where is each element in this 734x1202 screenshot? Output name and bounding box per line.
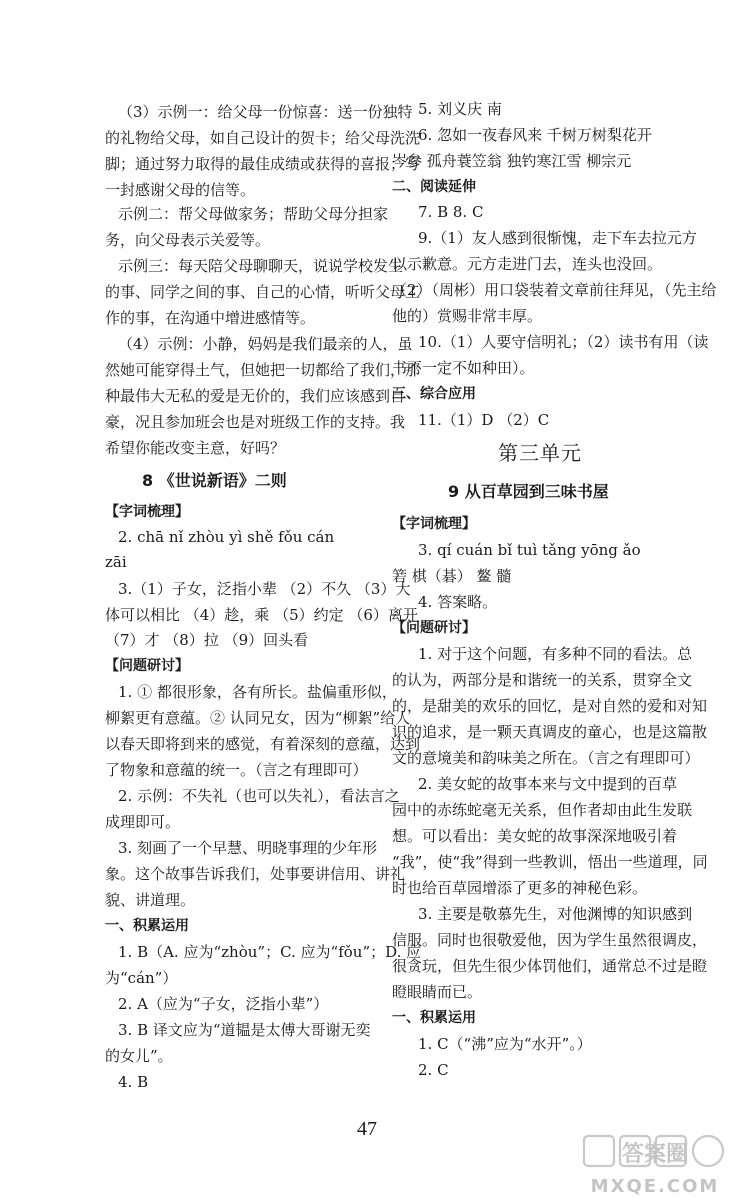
right-line: 的，是甜美的欢乐的回忆，是对自然的爱和对知 [392,697,708,715]
page-number: 47 [357,1118,377,1140]
right-line: 岑参 孤舟蓑笠翁 独钓寒江雪 柳宗元 [392,152,632,170]
left-line: 为“cán”） [105,969,178,987]
right-line: 第三单元 [498,441,582,465]
left-line: 的女儿”。 [105,1047,173,1065]
left-line: 体可以相比 （4）趁，乘 （5）约定 （6）离开 [105,606,418,624]
right-line: 三、综合应用 [392,386,476,402]
left-line: 象。这个故事告诉我们，处事要讲信用、讲礼 [105,865,406,883]
left-line: 3. B 译文应为“道韫是太傅大哥谢无奕 [118,1021,371,1039]
right-line: 11.（1）D （2）C [418,411,550,429]
right-line: “我”，使“我”得到一些教训，悟出一些道理，同 [392,853,708,871]
left-line: 1. B（A. 应为“zhòu”；C. 应为“fǒu”；D. 应 [118,943,422,961]
right-line: 园中的赤练蛇毫无关系，但作者却由此生发联 [392,801,693,819]
watermark-text-bottom: MXQE.COM [590,1176,720,1197]
left-line: 成理即可。 [105,813,181,831]
right-line: 他的）赏赐非常丰厚。 [392,307,543,325]
right-line: 二、阅读延伸 [392,179,476,195]
left-line: 貌、讲道理。 [105,891,196,909]
right-line: 10.（1）人要守信明礼；（2）读书有用（读 [418,333,709,351]
left-line: （3）示例一：给父母一份惊喜：送一份独特 [118,103,413,121]
left-line: 然她可能穿得土气，但她把一切都给了我们，那 [105,361,421,379]
left-line: 【字词梳理】 [105,504,189,520]
watermark-logo-icon [580,1132,730,1198]
right-line: 2. 美女蛇的故事本来与文中提到的百草 [418,775,678,793]
left-line: 2. chā nǐ zhòu yì shě fǒu cán [118,528,335,546]
right-line: 【问题研讨】 [392,620,476,636]
left-line: 的事、同学之间的事、自己的心情，听听父母工 [105,283,421,301]
right-line: 4. 答案略。 [418,593,498,611]
right-line: 以示歉意。元方走进门去，连头也没回。 [392,255,663,273]
left-line: 豪，况且参加班会也是对班级工作的支持。我 [105,413,406,431]
right-line: 箬 棋（碁） 鳌 髓 [392,567,512,585]
left-line: 1. ① 都很形象，各有所长。盐偏重形似， [118,683,397,701]
right-line: 9 从百草园到三味书屋 [448,482,609,501]
right-line: 7. B 8. C [418,203,484,221]
right-line: 9.（1）友人感到很惭愧，走下车去拉元方 [418,229,697,247]
right-line: 【字词梳理】 [392,516,476,532]
left-line: 作的事，在沟通中增进感情等。 [105,309,316,327]
left-line: 2. A（应为“子女，泛指小辈”） [118,995,329,1013]
right-line: 想。可以看出：美女蛇的故事深深地吸引着 [392,827,678,845]
left-line: 2. 示例：不失礼（也可以失礼），看法言之 [118,787,400,805]
right-line: 6. 忽如一夜春风来 千树万树梨花开 [418,126,652,144]
left-line: （4）示例：小静，妈妈是我们最亲的人，虽 [118,335,413,353]
left-line: （7）才 （8）拉 （9）回头看 [105,631,309,649]
right-line: 时也给百草园增添了更多的神秘色彩。 [392,879,648,897]
watermark-logo [580,1132,730,1198]
right-line: 3. qí cuán bǐ tuì tǎng yōng ǎo [418,541,641,559]
right-line: 2. C [418,1061,449,1079]
right-line: 信服。同时也很敬爱他，因为学生虽然很调皮， [392,931,708,949]
left-line: 示例二：帮父母做家务；帮助父母分担家 [118,205,389,223]
left-line: 脚；通过努力取得的最佳成绩或获得的喜报；写 [105,155,421,173]
left-line: zāi [105,553,127,571]
left-line: 的礼物给父母，如自己设计的贺卡；给父母洗洗 [105,129,421,147]
left-line: 4. B [118,1073,149,1091]
right-line: 3. 主要是敬慕先生，对他渊博的知识感到 [418,905,693,923]
right-line: 1. 对于这个问题，有多种不同的看法。总 [418,645,693,663]
right-line: 瞪眼睛而已。 [392,983,483,1001]
left-line: 一、积累运用 [105,918,189,934]
left-line: 柳絮更有意蕴。② 认同兄女，因为“柳絮”给人 [105,709,411,727]
left-line: 以春天即将到来的感觉，有着深刻的意蕴，达到 [105,735,421,753]
left-line: 3.（1）子女，泛指小辈 （2）不久 （3）大 [118,580,411,598]
right-line: （2）（周彬）用口袋装着文章前往拜见，（先主给 [392,281,717,299]
right-line: 识的追求，是一颗天真调皮的童心，也是这篇散 [392,723,708,741]
right-line: 1. C（“沸”应为“水开”。） [418,1035,592,1053]
left-line: 了物象和意蕴的统一。（言之有理即可） [105,761,368,779]
left-line: 种最伟大无私的爱是无价的，我们应该感到自 [105,387,406,405]
right-line: 的认为，两部分是和谐统一的关系，贯穿全文 [392,671,693,689]
watermark-text-top: 答案圈 [621,1142,689,1167]
right-line: 很贪玩，但先生很少体罚他们，通常总不过是瞪 [392,957,708,975]
left-line: 8 《世说新语》二则 [142,471,287,490]
right-line: 一、积累运用 [392,1010,476,1026]
left-line: 希望你能改变主意，好吗？ [105,439,286,457]
left-line: 一封感谢父母的信等。 [105,181,256,199]
right-line: 文的意境美和韵味美之所在。（言之有理即可） [392,749,700,767]
left-line: 示例三：每天陪父母聊聊天，说说学校发生 [118,257,404,275]
left-line: 【问题研讨】 [105,658,189,674]
left-line: 3. 刻画了一个早慧、明晓事理的少年形 [118,839,378,857]
left-line: 务，向父母表示关爱等。 [105,231,271,249]
right-line: 书不一定不如种田）。 [392,359,535,377]
right-line: 5. 刘义庆 南 [418,100,502,118]
